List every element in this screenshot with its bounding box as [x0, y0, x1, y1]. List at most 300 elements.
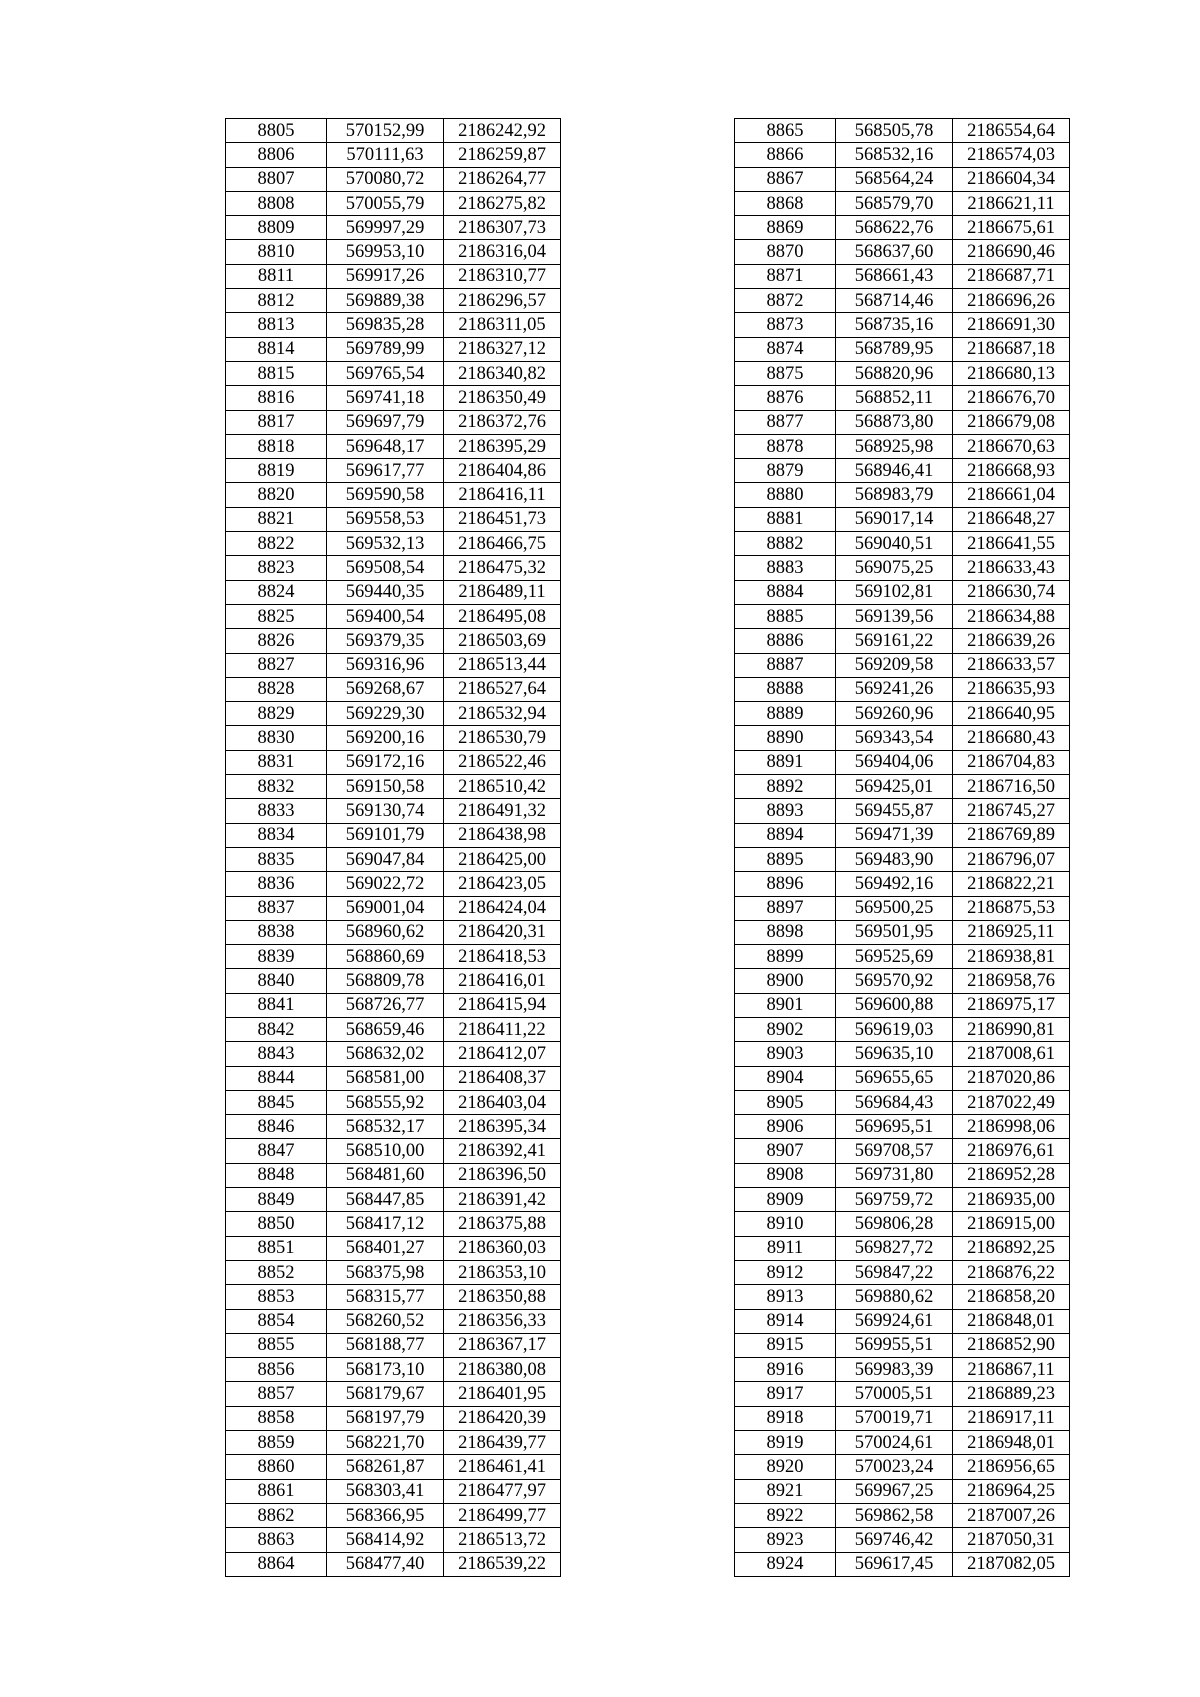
table-row	[735, 216, 1070, 240]
point-number-cell: 8888	[735, 677, 836, 701]
point-number-cell: 8833	[226, 799, 327, 823]
table-row	[735, 410, 1070, 434]
point-number-cell: 8897	[735, 896, 836, 920]
y-coordinate-cell: 2186264,77	[444, 167, 561, 191]
y-coordinate-cell: 2186353,10	[444, 1260, 561, 1284]
x-coordinate-cell: 569655,65	[836, 1066, 953, 1090]
y-coordinate-cell: 2186395,29	[444, 434, 561, 458]
y-coordinate-cell: 2186532,94	[444, 702, 561, 726]
point-number-cell: 8836	[226, 872, 327, 896]
y-coordinate-cell: 2186439,77	[444, 1431, 561, 1455]
y-coordinate-cell: 2186513,44	[444, 653, 561, 677]
y-coordinate-cell: 2186574,03	[953, 143, 1070, 167]
y-coordinate-cell: 2186641,55	[953, 532, 1070, 556]
table-row	[735, 872, 1070, 896]
table-row	[735, 556, 1070, 580]
table-row	[735, 1285, 1070, 1309]
table-row	[735, 1066, 1070, 1090]
point-number-cell: 8856	[226, 1358, 327, 1382]
point-number-cell: 8876	[735, 386, 836, 410]
table-row	[226, 410, 561, 434]
x-coordinate-cell: 568260,52	[327, 1309, 444, 1333]
point-number-cell: 8862	[226, 1503, 327, 1527]
y-coordinate-cell: 2186975,17	[953, 993, 1070, 1017]
table-row	[226, 1503, 561, 1527]
y-coordinate-cell: 2186495,08	[444, 604, 561, 628]
y-coordinate-cell: 2186527,64	[444, 677, 561, 701]
table-row	[735, 653, 1070, 677]
point-number-cell: 8874	[735, 337, 836, 361]
table-row	[226, 216, 561, 240]
x-coordinate-cell: 568789,95	[836, 337, 953, 361]
point-number-cell: 8886	[735, 629, 836, 653]
y-coordinate-cell: 2186510,42	[444, 775, 561, 799]
x-coordinate-cell: 569017,14	[836, 507, 953, 531]
x-coordinate-cell: 569880,62	[836, 1285, 953, 1309]
point-number-cell: 8806	[226, 143, 327, 167]
x-coordinate-cell: 568809,78	[327, 969, 444, 993]
y-coordinate-cell: 2186392,41	[444, 1139, 561, 1163]
point-number-cell: 8921	[735, 1479, 836, 1503]
point-number-cell: 8871	[735, 264, 836, 288]
x-coordinate-cell: 568414,92	[327, 1528, 444, 1552]
y-coordinate-cell: 2186475,32	[444, 556, 561, 580]
point-number-cell: 8834	[226, 823, 327, 847]
y-coordinate-cell: 2186420,39	[444, 1406, 561, 1430]
point-number-cell: 8915	[735, 1333, 836, 1357]
point-number-cell: 8818	[226, 434, 327, 458]
x-coordinate-cell: 569765,54	[327, 361, 444, 385]
point-number-cell: 8872	[735, 289, 836, 313]
point-number-cell: 8901	[735, 993, 836, 1017]
point-number-cell: 8826	[226, 629, 327, 653]
x-coordinate-cell: 569953,10	[327, 240, 444, 264]
y-coordinate-cell: 2186530,79	[444, 726, 561, 750]
y-coordinate-cell: 2186489,11	[444, 580, 561, 604]
x-coordinate-cell: 568303,41	[327, 1479, 444, 1503]
y-coordinate-cell: 2186848,01	[953, 1309, 1070, 1333]
x-coordinate-cell: 569400,54	[327, 604, 444, 628]
table-row	[735, 507, 1070, 531]
x-coordinate-cell: 568221,70	[327, 1431, 444, 1455]
table-row	[735, 1115, 1070, 1139]
point-number-cell: 8817	[226, 410, 327, 434]
x-coordinate-cell: 568315,77	[327, 1285, 444, 1309]
point-number-cell: 8870	[735, 240, 836, 264]
x-coordinate-cell: 569508,54	[327, 556, 444, 580]
y-coordinate-cell: 2186938,81	[953, 945, 1070, 969]
x-coordinate-cell: 568197,79	[327, 1406, 444, 1430]
x-coordinate-cell: 569260,96	[836, 702, 953, 726]
table-row	[226, 459, 561, 483]
table-row	[226, 896, 561, 920]
point-number-cell: 8905	[735, 1090, 836, 1114]
table-row	[226, 1139, 561, 1163]
point-number-cell: 8891	[735, 750, 836, 774]
x-coordinate-cell: 569455,87	[836, 799, 953, 823]
y-coordinate-cell: 2186630,74	[953, 580, 1070, 604]
x-coordinate-cell: 569229,30	[327, 702, 444, 726]
x-coordinate-cell: 568505,78	[836, 119, 953, 143]
y-coordinate-cell: 2186356,33	[444, 1309, 561, 1333]
point-number-cell: 8869	[735, 216, 836, 240]
x-coordinate-cell: 569983,39	[836, 1358, 953, 1382]
x-coordinate-cell: 569600,88	[836, 993, 953, 1017]
table-row	[735, 1212, 1070, 1236]
x-coordinate-cell: 568637,60	[836, 240, 953, 264]
y-coordinate-cell: 2186670,63	[953, 434, 1070, 458]
x-coordinate-cell: 569200,16	[327, 726, 444, 750]
x-coordinate-cell: 569343,54	[836, 726, 953, 750]
y-coordinate-cell: 2186876,22	[953, 1260, 1070, 1284]
table-row	[226, 702, 561, 726]
x-coordinate-cell: 569955,51	[836, 1333, 953, 1357]
table-row	[226, 240, 561, 264]
y-coordinate-cell: 2186391,42	[444, 1188, 561, 1212]
table-row	[735, 945, 1070, 969]
y-coordinate-cell: 2187007,26	[953, 1503, 1070, 1527]
y-coordinate-cell: 2186275,82	[444, 191, 561, 215]
table-row	[735, 726, 1070, 750]
table-row	[735, 1382, 1070, 1406]
table-row	[226, 1115, 561, 1139]
x-coordinate-cell: 570019,71	[836, 1406, 953, 1430]
x-coordinate-cell: 568714,46	[836, 289, 953, 313]
table-row	[226, 1431, 561, 1455]
table-row	[226, 1333, 561, 1357]
x-coordinate-cell: 569161,22	[836, 629, 953, 653]
point-number-cell: 8880	[735, 483, 836, 507]
y-coordinate-cell: 2186668,93	[953, 459, 1070, 483]
table-row	[735, 1260, 1070, 1284]
coordinates-table-right-body	[735, 119, 1070, 1577]
x-coordinate-cell: 569924,61	[836, 1309, 953, 1333]
y-coordinate-cell: 2186310,77	[444, 264, 561, 288]
x-coordinate-cell: 569379,35	[327, 629, 444, 653]
table-row	[226, 920, 561, 944]
point-number-cell: 8828	[226, 677, 327, 701]
table-row	[735, 775, 1070, 799]
x-coordinate-cell: 569483,90	[836, 847, 953, 871]
y-coordinate-cell: 2186635,93	[953, 677, 1070, 701]
x-coordinate-cell: 569500,25	[836, 896, 953, 920]
table-row	[735, 920, 1070, 944]
point-number-cell: 8815	[226, 361, 327, 385]
x-coordinate-cell: 569697,79	[327, 410, 444, 434]
x-coordinate-cell: 568532,16	[836, 143, 953, 167]
x-coordinate-cell: 569047,84	[327, 847, 444, 871]
y-coordinate-cell: 2186690,46	[953, 240, 1070, 264]
table-row	[226, 580, 561, 604]
x-coordinate-cell: 570005,51	[836, 1382, 953, 1406]
table-row	[226, 532, 561, 556]
x-coordinate-cell: 570023,24	[836, 1455, 953, 1479]
table-row	[226, 847, 561, 871]
x-coordinate-cell: 568726,77	[327, 993, 444, 1017]
y-coordinate-cell: 2186952,28	[953, 1163, 1070, 1187]
y-coordinate-cell: 2186687,18	[953, 337, 1070, 361]
x-coordinate-cell: 570055,79	[327, 191, 444, 215]
point-number-cell: 8805	[226, 119, 327, 143]
point-number-cell: 8832	[226, 775, 327, 799]
table-row	[735, 1455, 1070, 1479]
table-row	[735, 240, 1070, 264]
table-row	[226, 945, 561, 969]
point-number-cell: 8899	[735, 945, 836, 969]
y-coordinate-cell: 2186956,65	[953, 1455, 1070, 1479]
point-number-cell: 8919	[735, 1431, 836, 1455]
x-coordinate-cell: 569617,77	[327, 459, 444, 483]
table-row	[735, 1163, 1070, 1187]
y-coordinate-cell: 2186875,53	[953, 896, 1070, 920]
x-coordinate-cell: 568581,00	[327, 1066, 444, 1090]
point-number-cell: 8863	[226, 1528, 327, 1552]
y-coordinate-cell: 2186661,04	[953, 483, 1070, 507]
point-number-cell: 8827	[226, 653, 327, 677]
point-number-cell: 8847	[226, 1139, 327, 1163]
y-coordinate-cell: 2186477,97	[444, 1479, 561, 1503]
table-row	[226, 799, 561, 823]
x-coordinate-cell: 568179,67	[327, 1382, 444, 1406]
table-row	[226, 483, 561, 507]
point-number-cell: 8885	[735, 604, 836, 628]
point-number-cell: 8889	[735, 702, 836, 726]
y-coordinate-cell: 2186687,71	[953, 264, 1070, 288]
table-row	[735, 143, 1070, 167]
point-number-cell: 8853	[226, 1285, 327, 1309]
point-number-cell: 8846	[226, 1115, 327, 1139]
table-row	[226, 969, 561, 993]
x-coordinate-cell: 569741,18	[327, 386, 444, 410]
y-coordinate-cell: 2186372,76	[444, 410, 561, 434]
x-coordinate-cell: 570024,61	[836, 1431, 953, 1455]
table-row	[226, 1188, 561, 1212]
table-row	[226, 1479, 561, 1503]
point-number-cell: 8892	[735, 775, 836, 799]
table-row	[735, 337, 1070, 361]
y-coordinate-cell: 2186499,77	[444, 1503, 561, 1527]
coordinates-table-left-body	[226, 119, 561, 1577]
point-number-cell: 8875	[735, 361, 836, 385]
y-coordinate-cell: 2186451,73	[444, 507, 561, 531]
point-number-cell: 8906	[735, 1115, 836, 1139]
y-coordinate-cell: 2186491,32	[444, 799, 561, 823]
y-coordinate-cell: 2186680,43	[953, 726, 1070, 750]
y-coordinate-cell: 2186976,61	[953, 1139, 1070, 1163]
y-coordinate-cell: 2186964,25	[953, 1479, 1070, 1503]
table-row	[735, 386, 1070, 410]
table-row	[735, 1309, 1070, 1333]
table-row	[735, 847, 1070, 871]
point-number-cell: 8907	[735, 1139, 836, 1163]
table-row	[226, 556, 561, 580]
y-coordinate-cell: 2186948,01	[953, 1431, 1070, 1455]
table-row	[735, 459, 1070, 483]
x-coordinate-cell: 569648,17	[327, 434, 444, 458]
point-number-cell: 8855	[226, 1333, 327, 1357]
y-coordinate-cell: 2186380,08	[444, 1358, 561, 1382]
x-coordinate-cell: 569731,80	[836, 1163, 953, 1187]
point-number-cell: 8873	[735, 313, 836, 337]
x-coordinate-cell: 569022,72	[327, 872, 444, 896]
x-coordinate-cell: 568852,11	[836, 386, 953, 410]
point-number-cell: 8860	[226, 1455, 327, 1479]
table-row	[226, 653, 561, 677]
x-coordinate-cell: 569209,58	[836, 653, 953, 677]
table-row	[735, 1139, 1070, 1163]
point-number-cell: 8895	[735, 847, 836, 871]
x-coordinate-cell: 569889,38	[327, 289, 444, 313]
point-number-cell: 8835	[226, 847, 327, 871]
table-row	[226, 1066, 561, 1090]
point-number-cell: 8845	[226, 1090, 327, 1114]
table-row	[735, 1503, 1070, 1527]
y-coordinate-cell: 2186691,30	[953, 313, 1070, 337]
x-coordinate-cell: 569075,25	[836, 556, 953, 580]
point-number-cell: 8909	[735, 1188, 836, 1212]
y-coordinate-cell: 2186408,37	[444, 1066, 561, 1090]
y-coordinate-cell: 2186745,27	[953, 799, 1070, 823]
table-row	[226, 507, 561, 531]
y-coordinate-cell: 2186395,34	[444, 1115, 561, 1139]
x-coordinate-cell: 568481,60	[327, 1163, 444, 1187]
point-number-cell: 8902	[735, 1017, 836, 1041]
x-coordinate-cell: 568661,43	[836, 264, 953, 288]
y-coordinate-cell: 2187050,31	[953, 1528, 1070, 1552]
x-coordinate-cell: 569759,72	[836, 1188, 953, 1212]
point-number-cell: 8882	[735, 532, 836, 556]
x-coordinate-cell: 569241,26	[836, 677, 953, 701]
y-coordinate-cell: 2186340,82	[444, 361, 561, 385]
y-coordinate-cell: 2186418,53	[444, 945, 561, 969]
point-number-cell: 8837	[226, 896, 327, 920]
table-row	[735, 1042, 1070, 1066]
x-coordinate-cell: 568860,69	[327, 945, 444, 969]
table-row	[226, 289, 561, 313]
table-row	[226, 1406, 561, 1430]
table-row	[226, 119, 561, 143]
y-coordinate-cell: 2186350,88	[444, 1285, 561, 1309]
point-number-cell: 8829	[226, 702, 327, 726]
table-row	[735, 434, 1070, 458]
x-coordinate-cell: 569102,81	[836, 580, 953, 604]
table-row	[226, 629, 561, 653]
x-coordinate-cell: 569684,43	[836, 1090, 953, 1114]
y-coordinate-cell: 2186704,83	[953, 750, 1070, 774]
table-row	[226, 167, 561, 191]
point-number-cell: 8825	[226, 604, 327, 628]
table-row	[226, 361, 561, 385]
x-coordinate-cell: 569558,53	[327, 507, 444, 531]
point-number-cell: 8843	[226, 1042, 327, 1066]
y-coordinate-cell: 2186696,26	[953, 289, 1070, 313]
point-number-cell: 8814	[226, 337, 327, 361]
x-coordinate-cell: 568555,92	[327, 1090, 444, 1114]
coordinates-table-left	[225, 118, 561, 1577]
table-row	[226, 1212, 561, 1236]
x-coordinate-cell: 568632,02	[327, 1042, 444, 1066]
point-number-cell: 8807	[226, 167, 327, 191]
x-coordinate-cell: 568873,80	[836, 410, 953, 434]
x-coordinate-cell: 568477,40	[327, 1552, 444, 1576]
point-number-cell: 8841	[226, 993, 327, 1017]
table-row	[735, 1333, 1070, 1357]
point-number-cell: 8813	[226, 313, 327, 337]
point-number-cell: 8910	[735, 1212, 836, 1236]
x-coordinate-cell: 569635,10	[836, 1042, 953, 1066]
x-coordinate-cell: 568261,87	[327, 1455, 444, 1479]
y-coordinate-cell: 2186259,87	[444, 143, 561, 167]
point-number-cell: 8852	[226, 1260, 327, 1284]
table-row	[735, 1236, 1070, 1260]
table-row	[735, 1188, 1070, 1212]
y-coordinate-cell: 2186915,00	[953, 1212, 1070, 1236]
y-coordinate-cell: 2186416,11	[444, 483, 561, 507]
table-row	[735, 167, 1070, 191]
y-coordinate-cell: 2186889,23	[953, 1382, 1070, 1406]
y-coordinate-cell: 2187008,61	[953, 1042, 1070, 1066]
point-number-cell: 8819	[226, 459, 327, 483]
y-coordinate-cell: 2186633,57	[953, 653, 1070, 677]
point-number-cell: 8820	[226, 483, 327, 507]
y-coordinate-cell: 2186466,75	[444, 532, 561, 556]
table-row	[226, 1236, 561, 1260]
x-coordinate-cell: 568579,70	[836, 191, 953, 215]
x-coordinate-cell: 568510,00	[327, 1139, 444, 1163]
table-row	[735, 532, 1070, 556]
table-row	[735, 604, 1070, 628]
point-number-cell: 8918	[735, 1406, 836, 1430]
point-number-cell: 8893	[735, 799, 836, 823]
table-row	[735, 1017, 1070, 1041]
point-number-cell: 8868	[735, 191, 836, 215]
x-coordinate-cell: 569268,67	[327, 677, 444, 701]
table-row	[735, 1528, 1070, 1552]
y-coordinate-cell: 2186604,34	[953, 167, 1070, 191]
x-coordinate-cell: 569501,95	[836, 920, 953, 944]
y-coordinate-cell: 2186522,46	[444, 750, 561, 774]
table-row	[226, 775, 561, 799]
x-coordinate-cell: 568564,24	[836, 167, 953, 191]
x-coordinate-cell: 569440,35	[327, 580, 444, 604]
point-number-cell: 8887	[735, 653, 836, 677]
table-row	[735, 191, 1070, 215]
x-coordinate-cell: 569847,22	[836, 1260, 953, 1284]
point-number-cell: 8865	[735, 119, 836, 143]
table-row	[735, 264, 1070, 288]
x-coordinate-cell: 568401,27	[327, 1236, 444, 1260]
table-row	[735, 483, 1070, 507]
table-row	[226, 604, 561, 628]
point-number-cell: 8812	[226, 289, 327, 313]
x-coordinate-cell: 568173,10	[327, 1358, 444, 1382]
x-coordinate-cell: 569617,45	[836, 1552, 953, 1576]
point-number-cell: 8831	[226, 750, 327, 774]
point-number-cell: 8908	[735, 1163, 836, 1187]
table-row	[226, 1285, 561, 1309]
y-coordinate-cell: 2186425,00	[444, 847, 561, 871]
x-coordinate-cell: 568735,16	[836, 313, 953, 337]
table-row	[735, 313, 1070, 337]
point-number-cell: 8822	[226, 532, 327, 556]
y-coordinate-cell: 2186420,31	[444, 920, 561, 944]
point-number-cell: 8861	[226, 1479, 327, 1503]
x-coordinate-cell: 568659,46	[327, 1017, 444, 1041]
point-number-cell: 8842	[226, 1017, 327, 1041]
y-coordinate-cell: 2186423,05	[444, 872, 561, 896]
table-row	[735, 702, 1070, 726]
point-number-cell: 8923	[735, 1528, 836, 1552]
